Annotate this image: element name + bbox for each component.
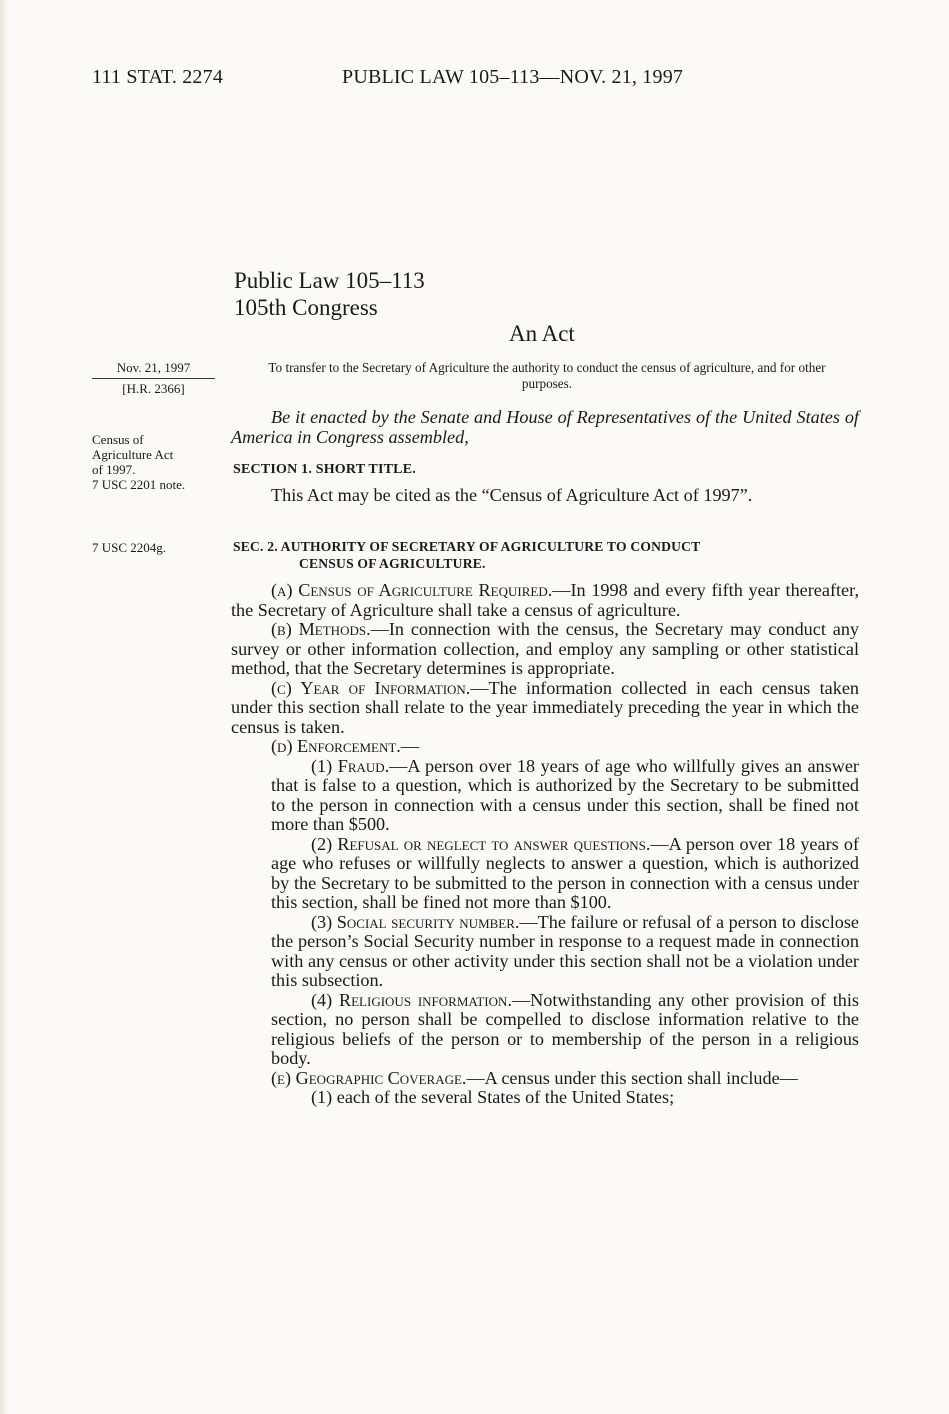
paragraph-d3 — [231, 913, 859, 991]
margin-note-line: Census of — [92, 432, 144, 447]
paragraph-e1 — [231, 1088, 859, 1108]
margin-short-title-note — [92, 432, 185, 492]
paragraph-d3-label: (3) Social security number. — [311, 911, 520, 932]
section2-heading-line2: CENSUS OF AGRICULTURE. — [299, 556, 486, 571]
subsection-d — [231, 737, 859, 757]
subsection-e-text: —A census under this section shall include— — [466, 1067, 798, 1088]
act-heading: An Act — [509, 321, 575, 346]
subsection-a — [231, 581, 859, 620]
section2-heading-line1: SEC. 2. AUTHORITY OF SECRETARY OF AGRICULTURE TO CONDUCT — [233, 539, 701, 554]
section1-heading: SECTION 1. SHORT TITLE. — [233, 462, 416, 477]
paragraph-d2-label: (2) Refusal or neglect to answer questions. — [311, 833, 651, 854]
margin-bill-number: [H.R. 2366] — [122, 381, 185, 396]
margin-sec2-note: 7 USC 2204g. — [92, 540, 167, 555]
paragraph-d4-text: —Notwithstanding any other provision of this section, no person shall be compelled to disclose information relative to the religious beliefs of the person or to membership of the person in a religious body. — [271, 989, 860, 1068]
public-law-number: Public Law 105–113 — [234, 268, 425, 293]
margin-date: Nov. 21, 1997 — [92, 360, 215, 379]
subsection-c — [231, 679, 859, 738]
margin-note-line: of 1997. — [92, 462, 136, 477]
stat-page-number: 111 STAT. 2274 — [92, 66, 224, 88]
congress-number: 105th Congress — [234, 295, 378, 320]
margin-note-line: 7 USC 2201 note. — [92, 477, 186, 492]
subsection-a-label: (a) Census of Agriculture Required. — [271, 580, 553, 600]
subsection-e — [231, 1069, 859, 1089]
paragraph-d4-label: (4) Religious information. — [311, 989, 512, 1010]
enacting-clause: Be it enacted by the Senate and House of Representatives of the United States of America in Congress assembled, — [231, 407, 859, 447]
margin-note-line: Agriculture Act — [92, 447, 174, 462]
subsection-d-text: — — [400, 736, 420, 756]
subsection-b-label: (b) Methods. — [271, 619, 371, 639]
subsection-b-text: —In connection with the census, the Secretary may conduct any survey or other information collection, and employ any sampling or other statistical method, that the Secretary determines is appropriate. — [231, 619, 860, 678]
subsection-e-label: (e) Geographic Coverage. — [271, 1067, 467, 1088]
paragraph-d1 — [231, 757, 859, 835]
section1-text: This Act may be cited as the “Census of Agriculture Act of 1997”. — [271, 485, 753, 505]
paragraph-d2-text: —A person over 18 years of age who refuses or willfully neglects to answer a question, which is authorized by the Secretary to be submitted to the person in connection with a census under this section, shall be fined not more than $100. — [271, 833, 859, 912]
act-purpose: To transfer to the Secretary of Agriculture the authority to conduct the census of agriculture, and for other purposes. — [268, 360, 826, 391]
subsection-a-text: —In 1998 and every fifth year thereafter, the Secretary of Agriculture shall take a census of agriculture. — [231, 580, 860, 620]
running-head: PUBLIC LAW 105–113—NOV. 21, 1997 — [342, 66, 684, 88]
subsection-b — [231, 620, 859, 679]
subsection-c-label: (c) Year of Information. — [271, 677, 471, 698]
paragraph-d3-text: —The failure or refusal of a person to disclose the person’s Social Security number in response to a request made in connection with any census or other activity under this section shall not be a violation under this subsection. — [271, 911, 859, 990]
section2-heading — [233, 538, 859, 572]
subsection-d-label: (d) Enforcement. — [271, 736, 401, 756]
section2-body — [231, 581, 859, 1108]
page-edge-shadow — [0, 0, 8, 1414]
paragraph-d2 — [231, 835, 859, 913]
subsection-c-text: —The information collected in each census taken under this section shall relate to the year immediately preceding the year in which the census is taken. — [231, 677, 859, 737]
paragraph-d1-text: —A person over 18 years of age who willfully gives an answer that is false to a question, which is authorized by the Secretary to be submitted to the person in connection with a census under this section, shall be fined not more than $500. — [271, 755, 859, 834]
paragraph-d4 — [231, 991, 859, 1069]
paragraph-d1-label: (1) Fraud. — [311, 755, 390, 776]
paragraph-e1-text: (1) each of the several States of the United States; — [311, 1087, 675, 1107]
